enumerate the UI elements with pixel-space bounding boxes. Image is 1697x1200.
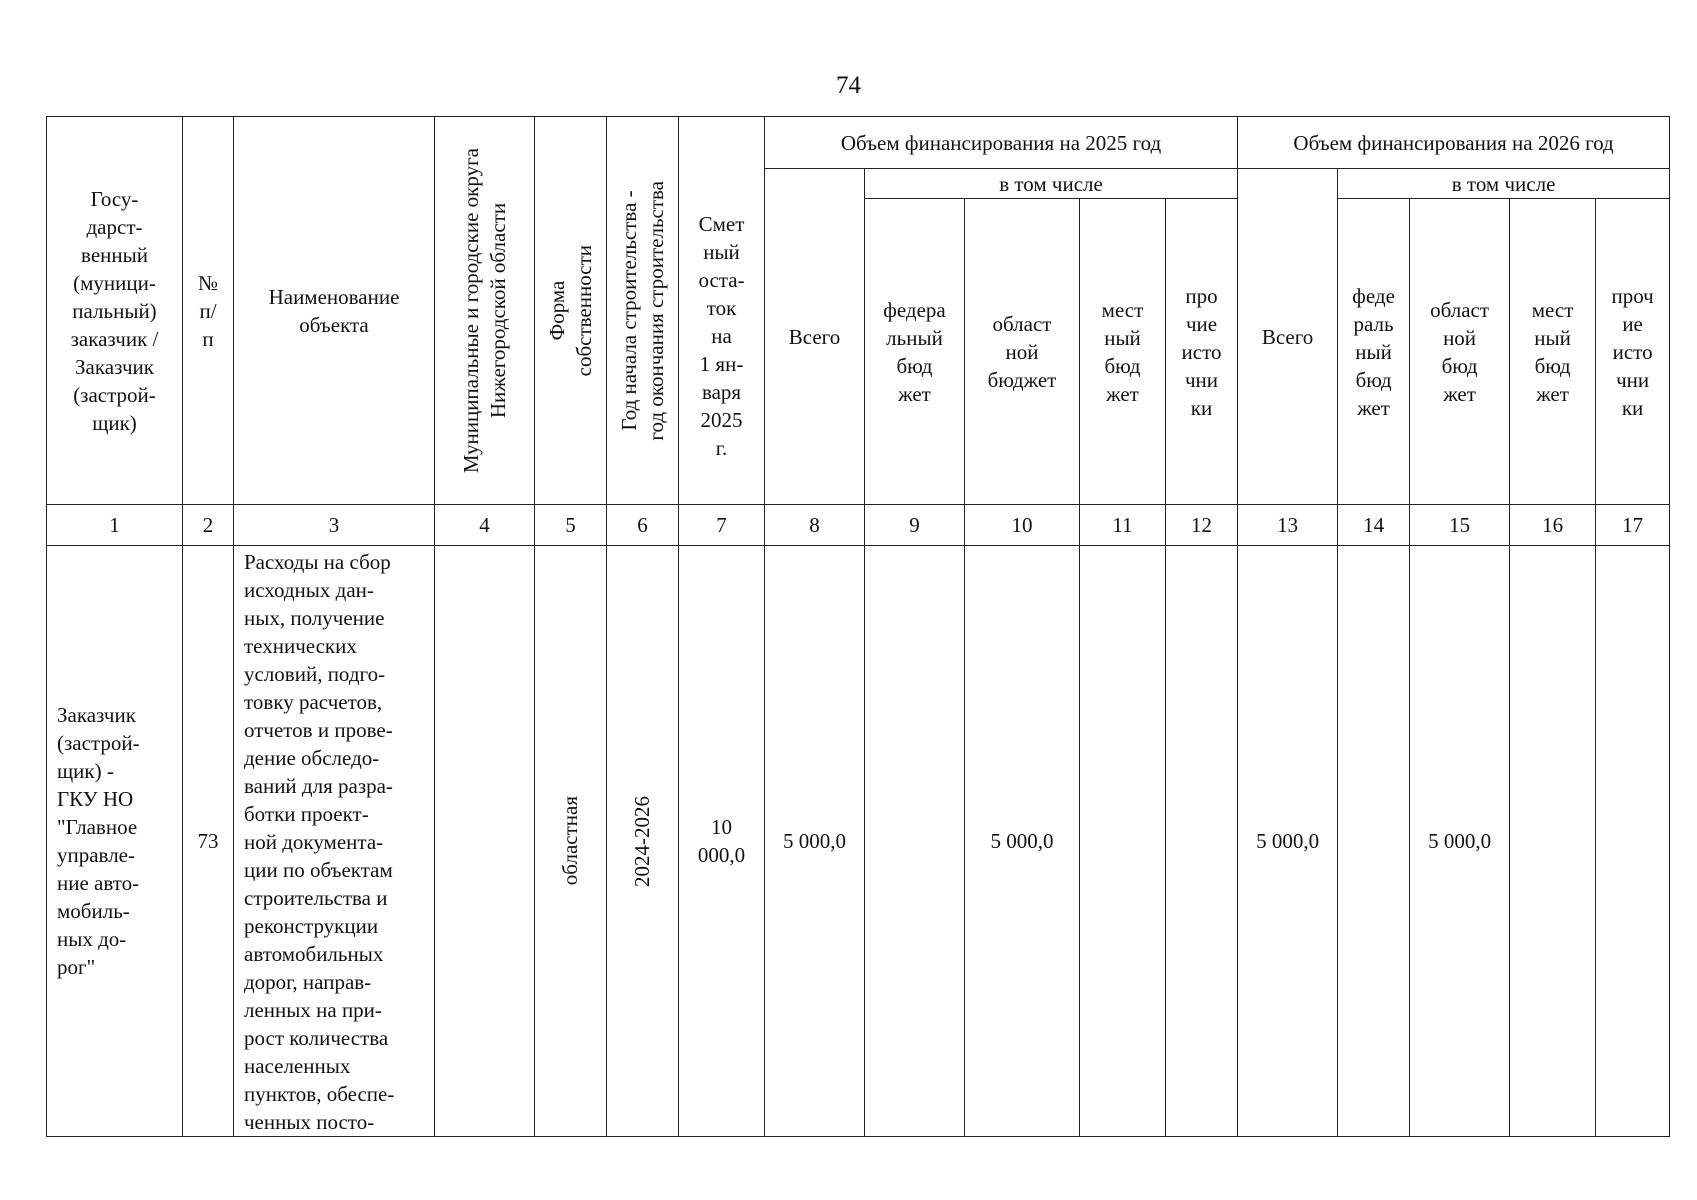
cell-fed-2026 [1338, 546, 1410, 1137]
page-number: 74 [836, 72, 861, 99]
column-number: 15 [1410, 505, 1510, 546]
table-row [47, 546, 1670, 1137]
cell-total-2026: 5 000,0 [1238, 546, 1338, 1137]
header-mest-2026: мест ный бюд жет [1510, 199, 1596, 505]
column-number: 5 [535, 505, 607, 546]
column-number: 3 [234, 505, 435, 546]
header-obl-2026: област ной бюд жет [1410, 199, 1510, 505]
column-number: 17 [1596, 505, 1670, 546]
header-total-2026: Всего [1238, 169, 1338, 505]
header-municipality: Муниципальные и городские округа Нижегородской области [435, 117, 535, 505]
cell-ownership: областная [535, 546, 607, 1137]
column-number: 7 [679, 505, 765, 546]
header-fed-2026: феде раль ный бюд жет [1338, 199, 1410, 505]
header-proch-2025: про чие исто чни ки [1166, 199, 1238, 505]
header-obl-2025: област ной бюджет [965, 199, 1080, 505]
header-group-2025: Объем финансирования на 2025 год [765, 117, 1238, 169]
header-total-2025: Всего [765, 169, 865, 505]
header-number: № п/ п [183, 117, 234, 505]
cell-mest-2025 [1080, 546, 1166, 1137]
column-number: 8 [765, 505, 865, 546]
cell-fed-2025 [865, 546, 965, 1137]
header-fed-2025: федера льный бюд жет [865, 199, 965, 505]
cell-mest-2026 [1510, 546, 1596, 1137]
cell-obl-2026: 5 000,0 [1410, 546, 1510, 1137]
cell-proch-2025 [1166, 546, 1238, 1137]
header-years: Год начала строительства - год окончания строительства [607, 117, 679, 505]
column-numbers-row [47, 505, 1670, 546]
column-number: 10 [965, 505, 1080, 546]
column-number: 9 [865, 505, 965, 546]
column-number: 6 [607, 505, 679, 546]
column-number: 1 [47, 505, 183, 546]
header-estimate-remainder: Смет ный оста- ток на 1 ян- варя 2025 г. [679, 117, 765, 505]
cell-object-name: Расходы на сбор исходных дан- ных, получение технических условий, подго- товку расчетов, отчетов и прове- дение обследо- ваний для разра- ботки проект- ной документа- ции по объектам строительства и реконструкции автомобильных дорог, направ- ленных на при- рост количества населенных пунктов, обеспе- ченных посто- [234, 546, 435, 1137]
header-customer: Госу- дарст- венный (муници- пальный) заказчик / Заказчик (застрой- щик) [47, 117, 183, 505]
column-number: 2 [183, 505, 234, 546]
column-number: 12 [1166, 505, 1238, 546]
header-mest-2025: мест ный бюд жет [1080, 199, 1166, 505]
cell-municipality [435, 546, 535, 1137]
cell-number: 73 [183, 546, 234, 1137]
column-number: 16 [1510, 505, 1596, 546]
cell-proch-2026 [1596, 546, 1670, 1137]
column-number: 13 [1238, 505, 1338, 546]
column-number: 11 [1080, 505, 1166, 546]
header-proch-2026: проч ие исто чни ки [1596, 199, 1670, 505]
cell-years: 2024-2026 [607, 546, 679, 1137]
cell-customer: Заказчик (застрой- щик) - ГКУ НО "Главное управле- ние авто- мобиль- ных до- рог" [47, 546, 183, 1137]
column-number: 4 [435, 505, 535, 546]
cell-total-2025: 5 000,0 [765, 546, 865, 1137]
cell-estimate-remainder: 10 000,0 [679, 546, 765, 1137]
cell-obl-2025: 5 000,0 [965, 546, 1080, 1137]
financing-table [46, 116, 1670, 1137]
header-group-2026: Объем финансирования на 2026 год [1238, 117, 1670, 169]
column-number: 14 [1338, 505, 1410, 546]
header-incl-2025: в том числе [865, 169, 1238, 199]
header-object-name: Наименование объекта [234, 117, 435, 505]
header-incl-2026: в том числе [1338, 169, 1670, 199]
header-ownership: Форма собственности [535, 117, 607, 505]
